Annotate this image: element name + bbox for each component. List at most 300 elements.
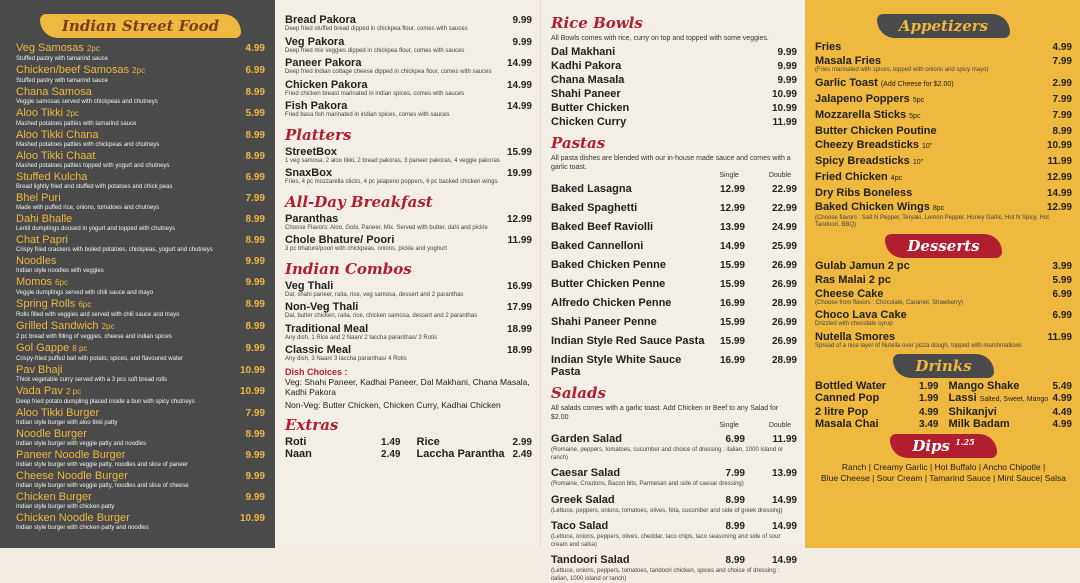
- item-name: Chicken Curry: [551, 116, 627, 128]
- menu-item-row: [815, 125, 1072, 137]
- item-name: Baked Chicken Penne: [551, 259, 666, 271]
- dips-line-1: Ranch | Creamy Garlic | Hot Buffalo | Ancho Chipotle |: [841, 462, 1046, 472]
- item-price: 10.99: [1046, 139, 1072, 151]
- item-price: 10.99: [239, 386, 265, 397]
- item-price-double: 14.99: [771, 521, 797, 532]
- item-price-double: 26.99: [771, 317, 797, 328]
- item-price: 8.99: [245, 130, 265, 141]
- item-name: Mango Shake: [948, 380, 1020, 392]
- item-size: 4pc: [890, 174, 903, 182]
- item-price: 5.99: [245, 108, 265, 119]
- item-price: 9.99: [777, 47, 797, 58]
- menu-item-row: [16, 342, 265, 355]
- menu-item: [815, 274, 1072, 286]
- item-desc: Indian style burger with aloo tikki patty: [16, 420, 118, 426]
- item-price: 9.99: [512, 36, 532, 48]
- menu-item-row: [551, 350, 797, 378]
- menu-item: [551, 550, 797, 583]
- item-price: 10.99: [239, 513, 265, 524]
- menu-item-row: [815, 171, 1072, 185]
- menu-item-row: [16, 364, 265, 376]
- item-name: Chat Papri: [16, 234, 68, 246]
- item-name: Non-Veg Thali: [285, 301, 359, 313]
- item-name: Aloo Tikki Burger: [16, 407, 100, 419]
- item-size: 2pc: [132, 66, 146, 75]
- platters-title: Platters: [285, 125, 352, 144]
- menu-item: [16, 171, 265, 191]
- item-name: Shahi Paneer Penne: [551, 316, 657, 328]
- item-name: Butter Chicken Penne: [551, 278, 666, 290]
- combos-title: Indian Combos: [285, 259, 412, 278]
- item-name: Tandoori Salad: [551, 554, 630, 566]
- item-price-single: 16.99: [719, 298, 745, 309]
- item-price-single: 15.99: [719, 317, 745, 328]
- menu-item: [16, 428, 265, 448]
- item-price-double: 14.99: [771, 494, 797, 506]
- menu-item: [16, 213, 265, 233]
- item-price: 8.99: [245, 214, 265, 225]
- item-name: Paneer Pakora: [285, 57, 362, 69]
- menu-item: [815, 331, 1072, 351]
- item-name: Taco Salad: [551, 520, 609, 532]
- dish-choices-veg: Veg: Shahi Paneer, Kadhai Paneer, Dal Makhani, Chana Masala, Kadhi Pakora: [285, 376, 530, 397]
- rice-bowls-note: All Bowls comes with rice, curry on top and topped with some veggies.: [551, 35, 769, 42]
- item-name: Nutella Smores: [815, 330, 896, 343]
- item-desc: Crispy fried crackers with boiled potatoes, chickpeas, yogurt and chutneys: [16, 247, 213, 253]
- item-desc: 3 pc bhature/poori with chickpeas, onions, pickle and yoghurt: [285, 246, 448, 252]
- salads-note: All salads comes with a garlic toast. Add Chicken or Beef to any Salad for $2.00: [551, 405, 779, 421]
- item-price-single: 14.99: [719, 241, 745, 252]
- menu-item: [285, 57, 532, 77]
- menu-item-row: [16, 470, 265, 482]
- item-name: Paneer Noodle Burger: [16, 449, 126, 461]
- menu-item-row: [551, 236, 797, 254]
- item-name: Dry Ribs Boneless: [815, 186, 913, 199]
- item-price-single: 13.99: [719, 222, 745, 233]
- item-prices: [707, 274, 797, 292]
- item-price: 14.99: [506, 58, 532, 69]
- item-price-double: 22.99: [771, 203, 797, 214]
- item-name: Gulab Jamun 2 pc: [815, 259, 910, 272]
- menu-item-row: [16, 107, 265, 120]
- item-name: Kadhi Pakora: [551, 60, 622, 72]
- breakfast-list: [285, 213, 532, 254]
- item-name: Indian Style Red Sauce Pasta: [551, 335, 705, 347]
- menu-item-row: [551, 102, 797, 114]
- item-prices: [707, 331, 797, 349]
- menu-item-row: [285, 323, 532, 335]
- item-desc: Any dish, 3 Naan/ 3 laccha paranthas/ 4 Rotis: [285, 356, 407, 362]
- menu-item: [815, 187, 1072, 199]
- menu-item-row: [16, 512, 265, 524]
- item-price-single: 6.99: [725, 434, 745, 445]
- menu-item-row: [285, 36, 532, 48]
- item-name: Fried Chicken 4pc: [815, 170, 903, 183]
- item-name: Stuffed Kulcha: [16, 171, 88, 183]
- item-price: 2.49: [381, 448, 401, 460]
- item-price-double: 14.99: [771, 555, 797, 566]
- menu-item: [16, 107, 265, 128]
- item-size: 2pc: [101, 322, 115, 331]
- item-name: Traditional Meal: [285, 322, 369, 335]
- item-price-single: 16.99: [719, 355, 745, 366]
- menu-item: [551, 46, 797, 58]
- item-price: 8.99: [245, 235, 265, 246]
- menu-item-row: [16, 320, 265, 333]
- menu-item: [16, 42, 265, 63]
- item-prices: [707, 350, 797, 368]
- extra-item: [285, 448, 401, 460]
- item-price: 8.99: [1052, 125, 1072, 137]
- item-price: 9.99: [245, 277, 265, 288]
- item-price-double: 11.99: [772, 434, 797, 445]
- menu-item-row: [16, 407, 265, 419]
- drink-item: [815, 418, 939, 430]
- item-name: Noodle Burger: [16, 428, 87, 440]
- menu-item: [16, 512, 265, 532]
- menu-item-row: [16, 42, 265, 55]
- item-prices: [707, 217, 797, 235]
- item-name: Veg Samosas 2pc: [16, 42, 100, 54]
- item-name: Masala Fries: [815, 55, 882, 67]
- menu-item: [16, 364, 265, 384]
- drink-item: [949, 380, 1073, 392]
- item-price: 8.99: [245, 87, 265, 98]
- item-desc: 2 pc bread with filling of veggies, cheese and indian spices: [16, 334, 172, 340]
- pastas-list: [551, 179, 797, 378]
- menu-item-row: [16, 64, 265, 77]
- item-name: Cheese Cake: [815, 287, 884, 300]
- item-desc: Stuffed pastry with tamarind sauce: [16, 78, 108, 84]
- menu-item-row: [285, 344, 532, 356]
- menu-item: [16, 234, 265, 254]
- item-name: Veg Pakora: [285, 35, 345, 48]
- menu-item: [285, 234, 532, 254]
- item-price-single: 12.99: [719, 203, 745, 214]
- menu-item: [16, 342, 265, 363]
- menu-item-row: [815, 93, 1072, 107]
- combos-list: [285, 280, 532, 364]
- menu-item: [16, 298, 265, 319]
- menu-item-row: [815, 274, 1072, 286]
- item-desc: Indian style burger with veggie patty, noodles and slice of cheese: [16, 483, 189, 489]
- item-price: 10.99: [239, 365, 265, 376]
- menu-item-row: [16, 234, 265, 246]
- item-name: Baked Cannelloni: [551, 240, 644, 252]
- pastas-title: Pastas: [551, 134, 606, 152]
- menu-item-row: [16, 449, 265, 461]
- item-price: 11.99: [1047, 331, 1072, 343]
- street-food-panel: [0, 0, 275, 548]
- item-desc: Stuffed pastry with tamarind sauce: [16, 56, 108, 62]
- item-name: Chana Samosa: [16, 86, 92, 98]
- street-food-list: [16, 42, 265, 532]
- menu-item: [16, 255, 265, 275]
- item-price: 12.99: [1046, 201, 1072, 213]
- item-price: 12.99: [1046, 171, 1072, 183]
- menu-item-row: [551, 463, 797, 481]
- pakora-list: [285, 14, 532, 120]
- salad-double-header: Double: [768, 422, 791, 429]
- item-name: Bhel Puri: [16, 192, 61, 204]
- item-name: Lassi Salted, Sweet, Mango: [948, 392, 1049, 404]
- menu-item-row: [16, 255, 265, 267]
- item-name: Aloo Tikki Chaat: [16, 150, 96, 162]
- item-name: Shikanjvi: [948, 406, 997, 418]
- item-name: Baked Chicken Wings 8pc: [815, 200, 945, 213]
- menu-item-row: [285, 213, 532, 225]
- item-price: 9.99: [245, 256, 265, 267]
- item-size: 6pc: [78, 300, 92, 309]
- menu-item-row: [285, 146, 532, 158]
- menu-item: [16, 64, 265, 85]
- item-price: 10.99: [771, 89, 797, 100]
- menu-item-row: [16, 192, 265, 204]
- item-prices: [707, 490, 797, 508]
- item-price: 9.99: [777, 75, 797, 86]
- item-desc: (Choose from flavors : Chocolate, Caramel, Strawberry): [815, 299, 964, 306]
- menu-item: [285, 167, 532, 187]
- item-price-single: 8.99: [725, 494, 745, 506]
- item-prices: [707, 516, 797, 534]
- menu-item: [285, 146, 532, 166]
- item-name: Garden Salad: [551, 433, 622, 445]
- item-desc: Deep fried stuffed bread dipped in chickpea flour, comes with sauces: [285, 26, 468, 32]
- item-desc: Any dish, 1 Rice and 2 Naan/ 2 laccha paranthas/ 3 Rotis: [285, 334, 438, 341]
- item-price: 6.99: [1052, 288, 1072, 300]
- item-price-double: 22.99: [771, 184, 797, 195]
- item-name: StreetBox: [285, 145, 337, 158]
- item-name: Baked Lasagna: [551, 183, 632, 195]
- item-name: Grilled Sandwich 2pc: [16, 320, 115, 332]
- menu-item: [815, 109, 1072, 123]
- item-name: Chana Masala: [551, 74, 625, 86]
- item-prices: [707, 293, 797, 311]
- item-price-single: 8.99: [725, 521, 745, 532]
- item-price: 14.99: [1046, 187, 1072, 199]
- item-prices: [707, 429, 797, 447]
- item-name: Rice: [416, 435, 440, 448]
- item-prices: [707, 255, 797, 273]
- menu-item-row: [551, 60, 797, 72]
- item-price: 9.99: [245, 450, 265, 461]
- menu-item: [551, 116, 797, 128]
- menu-item: [551, 179, 797, 197]
- item-name: Greek Salad: [551, 493, 615, 506]
- item-price: 17.99: [506, 302, 532, 313]
- item-price-double: 24.99: [771, 222, 797, 233]
- menu-item: [16, 150, 265, 170]
- menu-item-row: [285, 100, 532, 112]
- item-desc: Dal, butter chicken, raita, rice, chicken samosa, dessert and 2 paranthas: [285, 313, 478, 319]
- menu-item-row: [551, 550, 797, 568]
- item-name: Caesar Salad: [551, 467, 621, 479]
- menu-item-row: [551, 217, 797, 235]
- menu-item-row: [815, 77, 1072, 91]
- menu-item: [815, 171, 1072, 185]
- item-name: Chicken/beef Samosas 2pc: [16, 64, 146, 76]
- menu-item-row: [285, 79, 532, 91]
- menu-item: [551, 516, 797, 549]
- drink-item: [815, 380, 939, 392]
- drink-item: [949, 406, 1073, 418]
- salads-title: Salads: [551, 384, 606, 402]
- menu-item-row: [551, 198, 797, 216]
- item-size: 5pc: [912, 96, 925, 104]
- menu-item-row: [551, 116, 797, 128]
- item-price: 3.99: [1052, 260, 1072, 272]
- item-price: 9.99: [777, 61, 797, 72]
- item-prices: [707, 463, 797, 481]
- item-price-single: 12.99: [719, 184, 745, 195]
- item-name: Chicken Pakora: [285, 78, 368, 91]
- menu-item: [16, 449, 265, 469]
- item-price: 7.99: [245, 408, 265, 419]
- item-name: Aloo Tikki Chana: [16, 129, 99, 141]
- item-price: 4.99: [1052, 419, 1072, 430]
- item-price: 6.99: [245, 172, 265, 183]
- menu-item-row: [16, 298, 265, 311]
- item-desc: Fries, 4 pc mozzarella sticks, 4 pc jalapeno poppers, 6 pc backed chicken wings: [285, 179, 498, 185]
- item-desc: Indian style burger with chicken patty: [16, 504, 115, 510]
- menu-item-row: [16, 491, 265, 503]
- menu-item-row: [551, 179, 797, 197]
- menu-item-row: [16, 276, 265, 289]
- item-price-single: 8.99: [725, 555, 745, 566]
- item-desc: Spread of a nice layer of Nutella over pizza dough, topped with marshmallows: [815, 342, 1022, 349]
- item-desc: Fried basa fish marinated in indian spices, comes with sauces: [285, 112, 450, 118]
- item-price: 12.99: [506, 213, 532, 225]
- menu-item-row: [815, 155, 1072, 169]
- item-name: Chicken Noodle Burger: [16, 512, 130, 524]
- menu-item-row: [551, 255, 797, 273]
- item-price: 2.99: [1052, 77, 1072, 89]
- menu-item-row: [285, 167, 532, 179]
- menu-item-row: [551, 88, 797, 100]
- item-size: 5pc: [909, 112, 921, 120]
- item-price: 6.99: [245, 65, 265, 76]
- drink-item: [949, 418, 1073, 430]
- item-price: 14.99: [506, 79, 532, 91]
- rice-bowls-title: Rice Bowls: [551, 14, 643, 32]
- item-desc: Crispy-fried puffed ball with potato, spices, and flavoured water: [16, 356, 183, 362]
- item-name: Jalapeno Poppers 5pc: [815, 92, 925, 105]
- item-name: Alfredo Chicken Penne: [551, 297, 672, 309]
- item-price-single: 15.99: [719, 336, 745, 347]
- item-price: 10.99: [771, 103, 797, 114]
- item-name: Baked Beef Raviolli: [551, 221, 654, 233]
- item-desc: Deep fried mix veggies dipped in chickpea flour, comes with sauces: [285, 47, 465, 54]
- menu-item: [285, 14, 532, 34]
- menu-item: [551, 198, 797, 216]
- item-price: 18.99: [506, 323, 532, 335]
- item-name: Shahi Paneer: [551, 88, 621, 100]
- item-price: 1.99: [919, 381, 939, 392]
- menu-item: [16, 129, 265, 149]
- menu-item-row: [815, 41, 1072, 53]
- item-desc: (Choose flavors : Salt N Pepper, Teryaki, Lemon Pepper, Honey Garlic, Hot N Spicy, Hot Tandoori, BBQ): [815, 214, 1049, 228]
- item-price: 6.99: [1052, 310, 1072, 321]
- pakora-platters-panel: [275, 0, 540, 548]
- menu-item: [551, 217, 797, 235]
- item-name: Aloo Tikki 2pc: [16, 107, 80, 119]
- item-desc: Dal, shahi paneer, raita, rice, veg samosa, dessert and 2 paranthas: [285, 291, 464, 298]
- menu-item: [16, 491, 265, 511]
- menu-item: [815, 93, 1072, 107]
- menu-item-row: [16, 129, 265, 141]
- item-price: 11.99: [1047, 155, 1072, 167]
- menu-item-row: [285, 280, 532, 292]
- dips-line-2: Blue Cheese | Sour Cream | Tamarind Sauce | Mint Sauce| Salsa: [821, 473, 1066, 483]
- menu-item: [551, 255, 797, 273]
- item-name: Butter Chicken: [551, 102, 630, 114]
- item-name: Butter Chicken Poutine: [815, 124, 937, 137]
- item-name: Cheese Noodle Burger: [16, 470, 128, 482]
- menu-item-row: [551, 74, 797, 86]
- item-price: 15.99: [506, 146, 532, 158]
- menu-item-row: [551, 274, 797, 292]
- menu-item: [815, 139, 1072, 153]
- item-price: 9.99: [245, 492, 265, 503]
- menu-item: [815, 201, 1072, 230]
- rice-bowls-list: [551, 46, 797, 128]
- drink-item: [815, 392, 939, 406]
- menu-item-row: [815, 331, 1072, 343]
- platters-list: [285, 146, 532, 187]
- item-desc: Indian style burger with chicken patty and noodles: [16, 525, 149, 531]
- menu-item: [551, 331, 797, 349]
- item-desc: Deep fried potato dumpling placed inside a bun with spicy chutneys: [16, 399, 195, 405]
- item-name: Dahi Bhalle: [16, 213, 73, 225]
- menu-item: [551, 429, 797, 462]
- menu-item: [551, 274, 797, 292]
- menu-item: [285, 79, 532, 99]
- item-price: 9.99: [245, 471, 265, 482]
- desserts-title: Desserts: [885, 234, 1001, 258]
- item-price-double: 26.99: [771, 260, 797, 271]
- street-food-title: Indian Street Food: [40, 14, 241, 38]
- extras-list: [285, 436, 532, 460]
- item-name: Indian Style White Sauce Pasta: [551, 354, 682, 378]
- item-desc: (Lettuce, peppers, onions, tomatoes, olives, feta, cucumber and side of greek dressing): [551, 507, 783, 514]
- menu-item-row: [815, 187, 1072, 199]
- item-price: 3.49: [919, 419, 939, 430]
- item-size: 6pc: [55, 278, 69, 287]
- item-desc: Lentil dumplings doused in yogurt and topped with chutneys: [16, 226, 176, 232]
- item-name: Paranthas: [285, 212, 339, 225]
- extra-item: [417, 448, 533, 460]
- item-desc: Thick vegetable curry served with a 3 pcs soft bread rolls: [16, 377, 168, 383]
- menu-item: [815, 41, 1072, 53]
- item-desc: Mashed potatoes patties with tamarind sauce: [16, 121, 137, 127]
- menu-item: [815, 77, 1072, 91]
- item-desc: Mashed potatoes patties with chickpeas and chutneys: [16, 142, 160, 148]
- menu-item-row: [815, 139, 1072, 153]
- menu-item-row: [815, 309, 1072, 321]
- item-name: Cheezy Breadsticks 10": [815, 138, 933, 151]
- item-size: 2pc: [86, 44, 100, 53]
- item-name: Veg Thali: [285, 279, 334, 292]
- item-price-double: 13.99: [771, 468, 797, 479]
- item-name: Vada Pav 2 pc: [16, 385, 82, 397]
- extras-title: Extras: [285, 415, 339, 434]
- menu-item-row: [285, 57, 532, 69]
- item-name: Spicy Breadsticks 10": [815, 154, 924, 167]
- menu-item-row: [551, 46, 797, 58]
- item-name: Fries: [815, 41, 842, 53]
- item-price: 4.99: [919, 407, 939, 418]
- menu-item: [16, 407, 265, 427]
